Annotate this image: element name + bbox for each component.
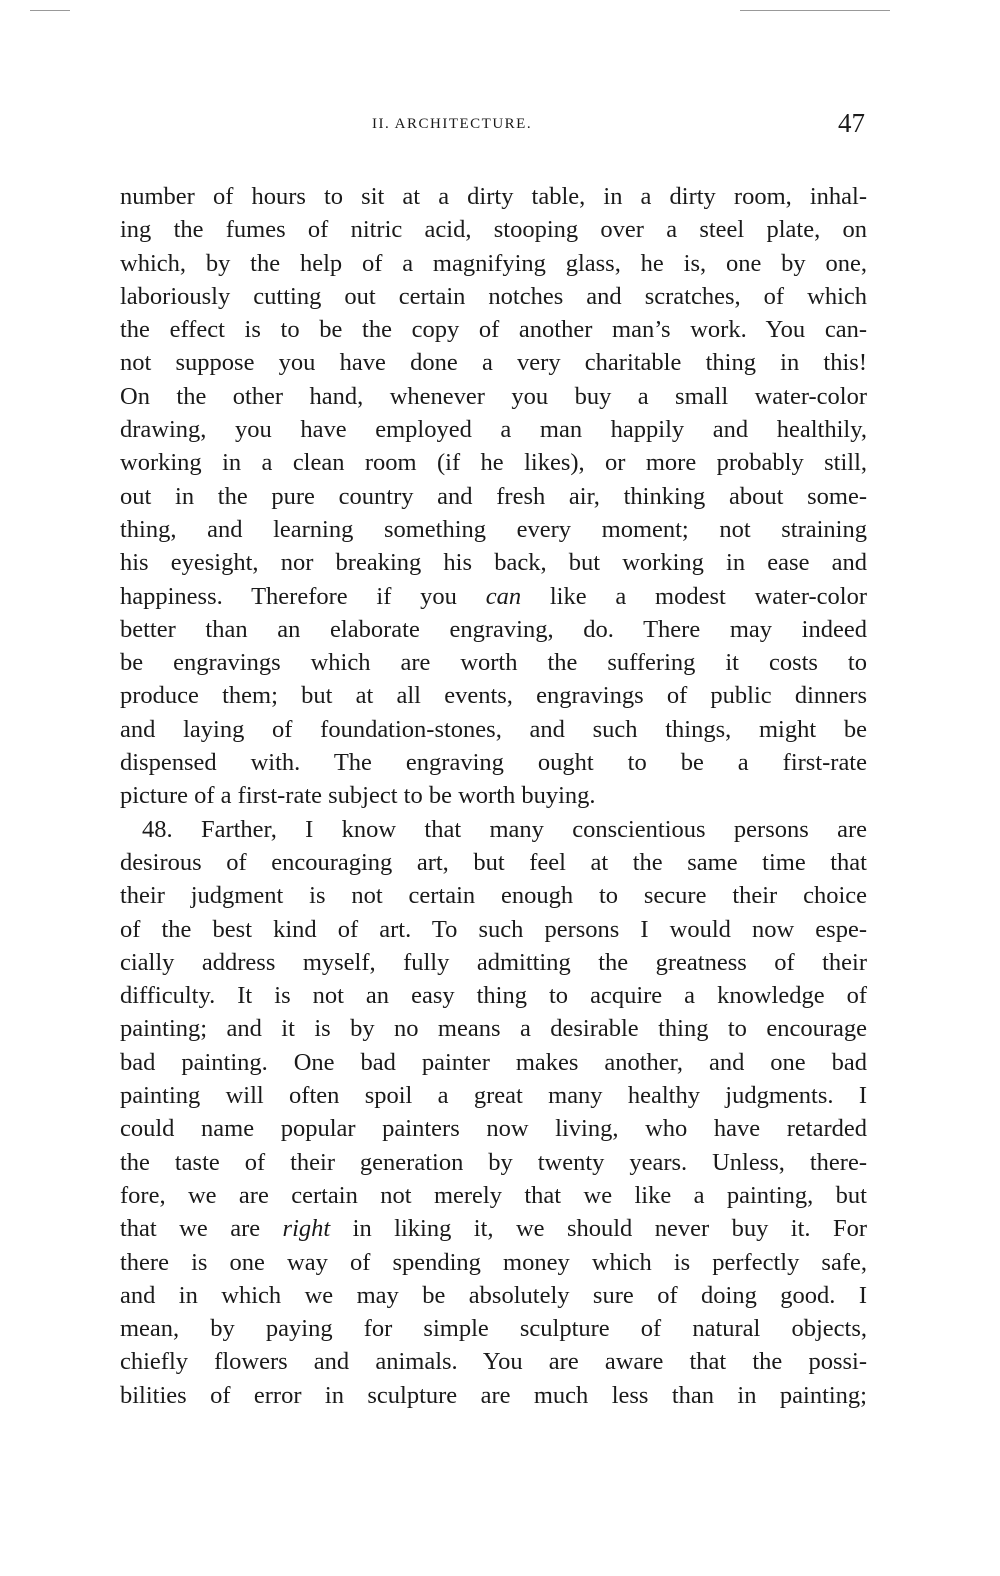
italic-word: can xyxy=(485,582,522,610)
text-line xyxy=(120,1312,867,1345)
line-text: dispensed with. The engraving ought to be a first-rate xyxy=(120,749,867,777)
line-text: drawing, you have employed a man happily and healthily, xyxy=(120,416,867,444)
text-line xyxy=(120,713,867,746)
line-text: cially address myself, fully admitting the greatness of their xyxy=(120,948,867,976)
text-line xyxy=(120,1345,867,1378)
line-text: picture of a first-rate subject to be worth buying. xyxy=(120,782,596,810)
line-text: of the best kind of art. To such persons I would now espe- xyxy=(120,915,867,943)
line-text: the effect is to be the copy of another man’s work. You can- xyxy=(120,316,867,344)
page-number: 47 xyxy=(838,108,865,138)
text-line xyxy=(120,313,867,346)
line-text: fore, we are certain not merely that we like a painting, but xyxy=(120,1181,867,1209)
body-text xyxy=(120,180,867,1412)
text-line xyxy=(120,1112,867,1145)
text-line xyxy=(120,413,867,446)
text-line xyxy=(120,513,867,546)
text-line xyxy=(120,1379,867,1412)
scan-artifact xyxy=(740,10,890,11)
line-text: working in a clean room (if he likes), or more probably still, xyxy=(120,449,867,477)
line-text: chiefly flowers and animals. You are aware that the possi- xyxy=(120,1348,867,1376)
text-line xyxy=(120,546,867,579)
line-text: ing the fumes of nitric acid, stooping over a steel plate, on xyxy=(120,216,867,244)
text-line xyxy=(120,213,867,246)
text-line xyxy=(120,779,867,812)
text-line xyxy=(120,1212,867,1245)
line-text: laboriously cutting out certain notches and scratches, of which xyxy=(120,282,867,310)
scan-artifact xyxy=(30,10,70,11)
text-line xyxy=(120,1046,867,1079)
line-text: difficulty. It is not an easy thing to acquire a knowledge of xyxy=(120,982,867,1010)
text-line xyxy=(120,247,867,280)
line-text: thing, and learning something every moment; not straining xyxy=(120,515,867,543)
text-line xyxy=(120,1179,867,1212)
line-text: painting will often spoil a great many healthy judgments. I xyxy=(120,1082,867,1110)
line-text: bad painting. One bad painter makes another, and one bad xyxy=(120,1048,867,1076)
text-line xyxy=(120,346,867,379)
line-text: number of hours to sit at a dirty table, in a dirty room, inhal- xyxy=(120,183,867,210)
text-line xyxy=(120,613,867,646)
text-line xyxy=(120,879,867,912)
text-line xyxy=(120,180,867,213)
line-text: which, by the help of a magnifying glass, he is, one by one, xyxy=(120,249,867,277)
line-text: be engravings which are worth the suffering it costs to xyxy=(120,649,867,677)
text-line xyxy=(120,1012,867,1045)
line-text: and in which we may be absolutely sure of doing good. I xyxy=(120,1281,867,1309)
line-text: 48. Farther, I know that many conscientious persons are xyxy=(142,815,867,843)
text-line xyxy=(120,446,867,479)
line-text: there is one way of spending money which is perfectly safe, xyxy=(120,1248,867,1276)
line-text: like a modest water-color xyxy=(521,582,867,610)
line-text: out in the pure country and fresh air, thinking about some- xyxy=(120,482,867,510)
text-line xyxy=(120,679,867,712)
text-line xyxy=(120,1279,867,1312)
line-text: the taste of their generation by twenty years. Unless, there- xyxy=(120,1148,867,1176)
text-line xyxy=(120,846,867,879)
line-text: On the other hand, whenever you buy a small water-color xyxy=(120,382,867,410)
line-text: bilities of error in sculpture are much less than in painting; xyxy=(120,1381,867,1409)
running-title: II. ARCHITECTURE. xyxy=(372,116,533,132)
text-line xyxy=(120,746,867,779)
italic-word: right xyxy=(282,1215,331,1243)
line-text: better than an elaborate engraving, do. There may indeed xyxy=(120,615,867,643)
line-text: his eyesight, nor breaking his back, but working in ease and xyxy=(120,549,867,577)
line-text: could name popular painters now living, who have retarded xyxy=(120,1115,867,1143)
line-text: in liking it, we should never buy it. For xyxy=(330,1215,867,1243)
text-line xyxy=(120,380,867,413)
line-text: mean, by paying for simple sculpture of natural objects, xyxy=(120,1315,867,1343)
line-text: painting; and it is by no means a desirable thing to encourage xyxy=(120,1015,867,1043)
line-text: not suppose you have done a very charitable thing in this! xyxy=(120,349,867,377)
text-line xyxy=(120,280,867,313)
text-line xyxy=(120,480,867,513)
text-line xyxy=(120,913,867,946)
line-text: happiness. Therefore if you xyxy=(120,582,486,610)
line-text: that we are xyxy=(120,1215,283,1243)
text-line xyxy=(120,979,867,1012)
line-text: their judgment is not certain enough to secure their choice xyxy=(120,882,867,910)
text-line xyxy=(120,813,867,846)
text-line xyxy=(120,1146,867,1179)
text-line xyxy=(120,1246,867,1279)
text-line xyxy=(120,646,867,679)
line-text: desirous of encouraging art, but feel at the same time that xyxy=(120,848,867,876)
text-line xyxy=(120,946,867,979)
line-text: and laying of foundation-stones, and such things, might be xyxy=(120,715,867,743)
text-line xyxy=(120,580,867,613)
line-text: produce them; but at all events, engravings of public dinners xyxy=(120,682,867,710)
text-line xyxy=(120,1079,867,1112)
